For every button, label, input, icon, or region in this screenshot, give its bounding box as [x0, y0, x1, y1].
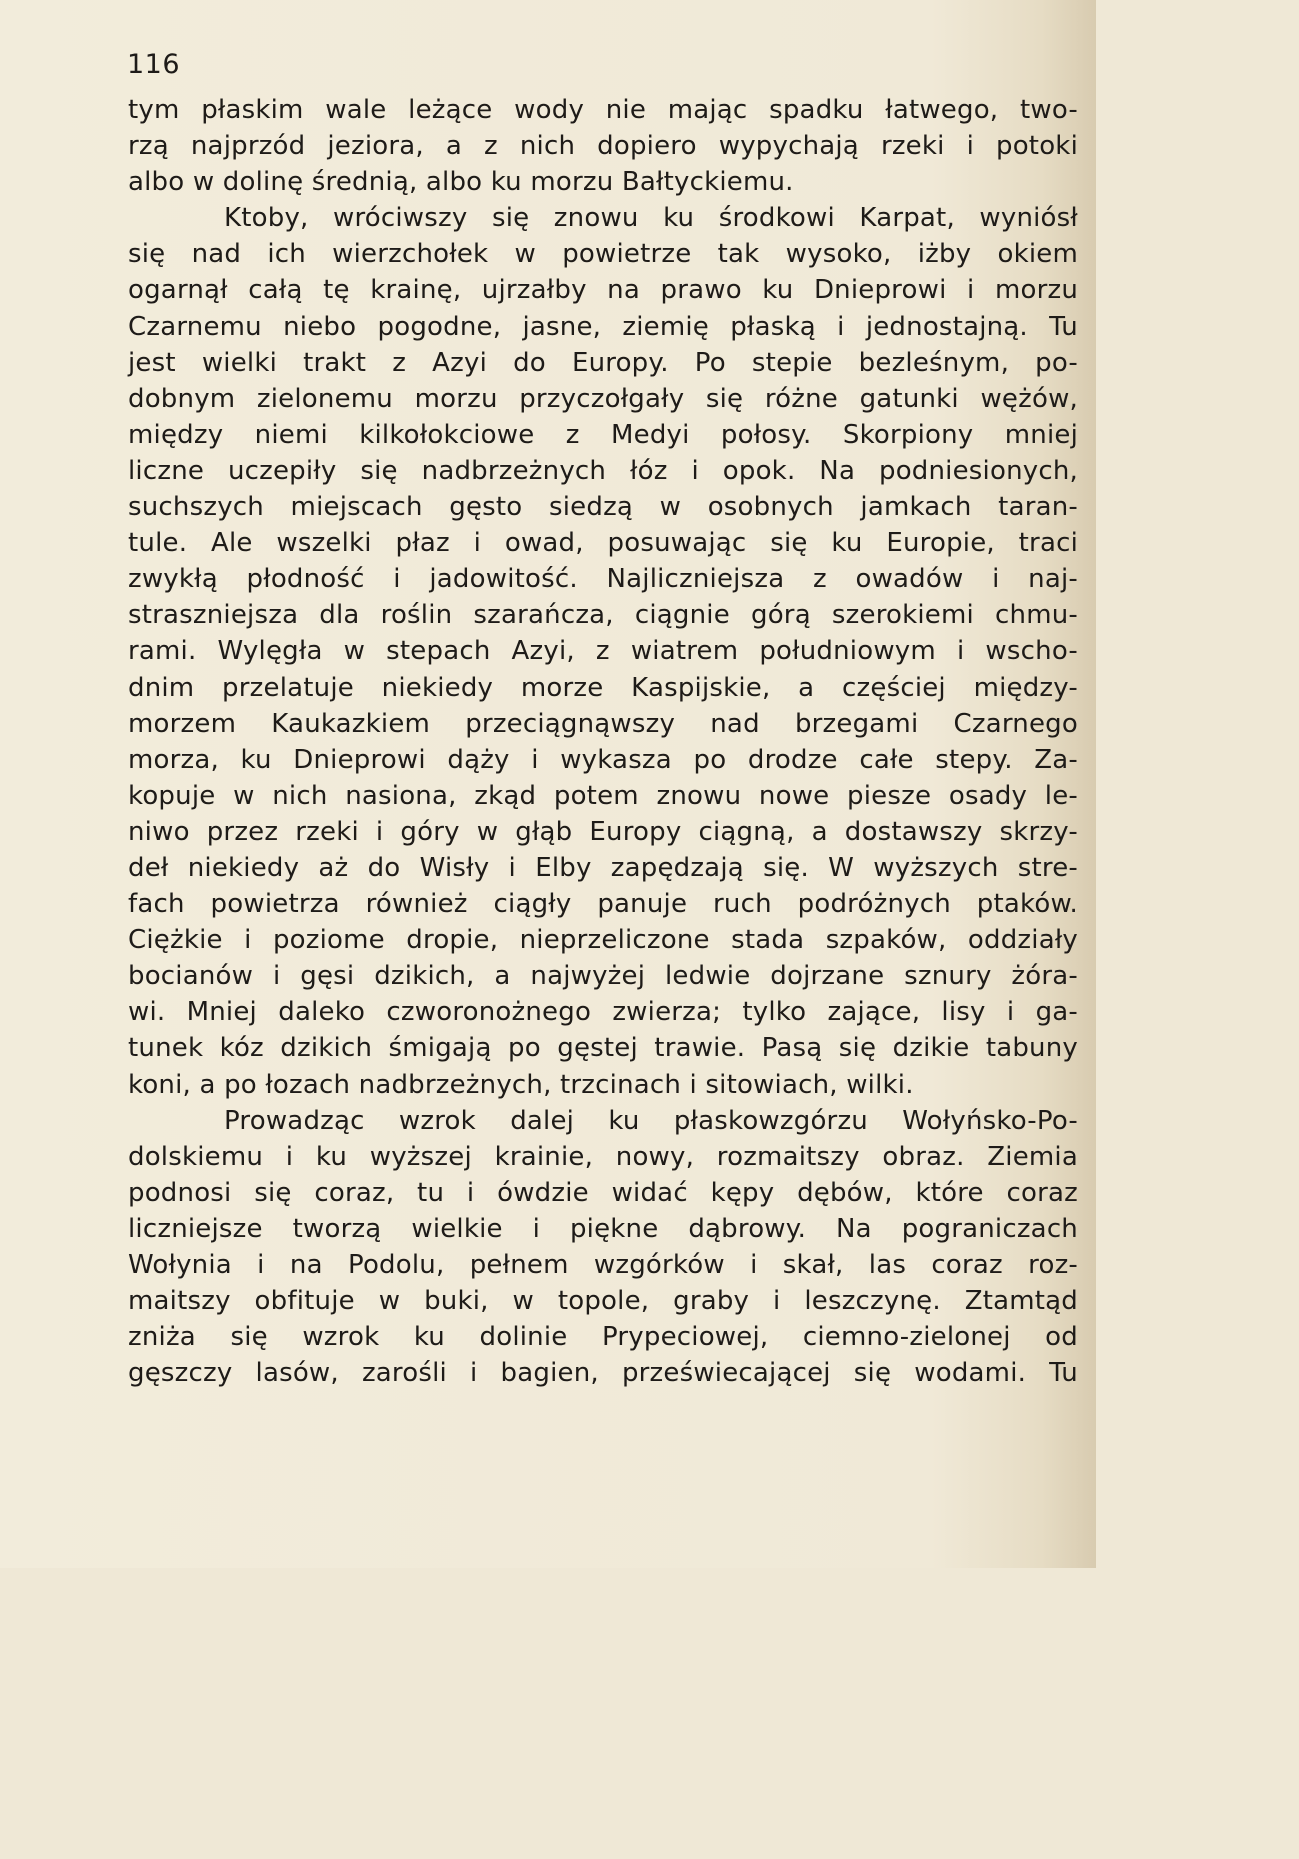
- text-line: straszniejsza dla roślin szarańcza, ciągnie górą szerokiemi chmu-: [128, 600, 1078, 631]
- text-line: gęszczy lasów, zarośli i bagien, przeświecającej się wodami. Tu: [128, 1358, 1078, 1389]
- text-line: dobnym zielonemu morzu przyczołgały się różne gatunki wężów,: [128, 383, 1078, 414]
- text-line: Ciężkie i poziome dropie, nieprzeliczone stada szpaków, oddziały: [128, 925, 1078, 956]
- text-line: kopuje w nich nasiona, zkąd potem znowu nowe piesze osady le-: [128, 780, 1078, 811]
- text-line: jest wielki trakt z Azyi do Europy. Po stepie bezleśnym, po-: [128, 347, 1078, 378]
- text-line: niwo przez rzeki i góry w głąb Europy ciągną, a dostawszy skrzy-: [128, 816, 1078, 847]
- text-line: Ktoby, wróciwszy się znowu ku środkowi Karpat, wyniósł: [224, 203, 1078, 234]
- body-text: [128, 92, 1078, 1391]
- text-line: zwykłą płodność i jadowitość. Najliczniejsza z owadów i naj-: [128, 564, 1078, 595]
- text-line: morzem Kaukazkiem przeciągnąwszy nad brzegami Czarnego: [128, 708, 1078, 739]
- text-line: Czarnemu niebo pogodne, jasne, ziemię płaską i jednostajną. Tu: [128, 311, 1078, 342]
- text-line: Prowadząc wzrok dalej ku płaskowzgórzu Wołyńsko-Po-: [224, 1105, 1078, 1136]
- text-line: zniża się wzrok ku dolinie Prypeciowej, ciemno-zielonej od: [128, 1322, 1078, 1353]
- text-line: tym płaskim wale leżące wody nie mając spadku łatwego, two-: [128, 95, 1078, 125]
- text-line: morza, ku Dnieprowi dąży i wykasza po drodze całe stepy. Za-: [128, 744, 1078, 775]
- text-line: albo w dolinę średnią, albo ku morzu Bałtyckiemu.: [128, 167, 794, 198]
- text-line: fach powietrza również ciągły panuje ruch podróżnych ptaków.: [128, 889, 1078, 920]
- text-line: rami. Wylęgła w stepach Azyi, z wiatrem południowym i wscho-: [128, 636, 1078, 667]
- text-line: deł niekiedy aż do Wisły i Elby zapędzają się. W wyższych stre-: [128, 852, 1078, 883]
- text-line: wi. Mniej daleko czworonożnego zwierza; tylko zające, lisy i ga-: [128, 997, 1078, 1028]
- text-line: rzą najprzód jeziora, a z nich dopiero wypychają rzeki i potoki: [128, 131, 1078, 162]
- text-line: bocianów i gęsi dzikich, a najwyżej ledwie dojrzane sznury żóra-: [128, 961, 1078, 992]
- text-line: tule. Ale wszelki płaz i owad, posuwając się ku Europie, traci: [128, 528, 1078, 559]
- page-number: 116: [127, 49, 181, 80]
- text-line: liczniejsze tworzą wielkie i piękne dąbrowy. Na pograniczach: [128, 1213, 1078, 1244]
- text-line: się nad ich wierzchołek w powietrze tak wysoko, iżby okiem: [128, 239, 1078, 270]
- text-line: Wołynia i na Podolu, pełnem wzgórków i skał, las coraz roz-: [128, 1250, 1078, 1280]
- text-line: liczne uczepiły się nadbrzeżnych łóz i opok. Na podniesionych,: [128, 455, 1078, 486]
- text-line: ogarnął całą tę krainę, ujrzałby na prawo ku Dnieprowi i morzu: [128, 275, 1078, 306]
- text-line: między niemi kilkołokciowe z Medyi połosy. Skorpiony mniej: [128, 419, 1078, 450]
- text-line: koni, a po łozach nadbrzeżnych, trzcinach i sitowiach, wilki.: [128, 1069, 914, 1100]
- text-line: tunek kóz dzikich śmigają po gęstej trawie. Pasą się dzikie tabuny: [128, 1033, 1078, 1064]
- text-line: suchszych miejscach gęsto siedzą w osobnych jamkach taran-: [128, 492, 1078, 523]
- text-line: podnosi się coraz, tu i ówdzie widać kępy dębów, które coraz: [128, 1177, 1078, 1208]
- text-line: maitszy obfituje w buki, w topole, graby i leszczynę. Ztamtąd: [128, 1286, 1078, 1317]
- text-line: dnim przelatuje niekiedy morze Kaspijskie, a częściej między-: [128, 672, 1078, 703]
- text-line: dolskiemu i ku wyższej krainie, nowy, rozmaitszy obraz. Ziemia: [128, 1141, 1078, 1172]
